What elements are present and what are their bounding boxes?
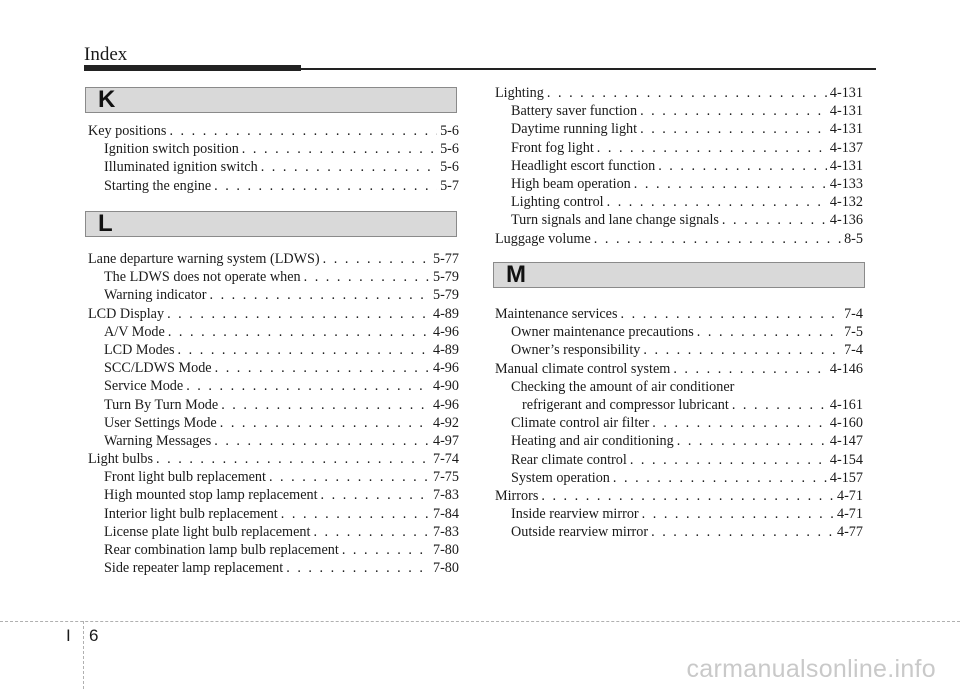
- entry-text: Owner maintenance precautions: [511, 324, 694, 341]
- index-subentry: [88, 359, 459, 377]
- dot-leader: [697, 323, 841, 341]
- dot-leader: [323, 250, 430, 268]
- entry-text: SCC/LDWS Mode: [104, 360, 212, 377]
- dot-leader: [630, 451, 827, 469]
- entry-text: User Settings Mode: [104, 414, 217, 431]
- index-entry: [495, 305, 863, 323]
- section-header-m: [493, 262, 865, 288]
- entry-text: Warning Messages: [104, 432, 212, 449]
- entry-text: System operation: [511, 469, 610, 486]
- entry-page: 4-96: [432, 360, 459, 377]
- index-entry: [495, 84, 863, 102]
- entry-page: 7-83: [432, 487, 459, 504]
- entry-page: 4-89: [432, 341, 459, 358]
- index-subentry: [495, 139, 863, 157]
- index-entry: [495, 360, 863, 378]
- index-subentry: [88, 396, 459, 414]
- index-subentry: [495, 469, 863, 487]
- dot-leader: [640, 102, 827, 120]
- entry-text: Rear combination lamp bulb replacement: [104, 542, 339, 558]
- section-letter-m: M: [506, 261, 526, 288]
- dot-leader: [541, 487, 834, 505]
- entry-text: A/V Mode: [104, 323, 165, 340]
- section-letter-l: L: [98, 210, 113, 237]
- index-subentry: [88, 505, 459, 523]
- entry-text: Ignition switch position: [104, 141, 239, 158]
- dot-leader: [261, 158, 437, 176]
- entry-text: Manual climate control system: [495, 360, 671, 377]
- watermark: carmanualsonline.info: [686, 655, 936, 683]
- dot-leader: [607, 193, 827, 211]
- dot-leader: [169, 122, 437, 140]
- entry-text: Outside rearview mirror: [511, 524, 649, 541]
- section-letter-k: K: [98, 86, 116, 113]
- entry-text: Lighting: [495, 85, 544, 101]
- index-subentry: [495, 505, 863, 523]
- entry-text: Starting the engine: [104, 177, 212, 194]
- index-subentry: [88, 414, 459, 432]
- entry-text: Luggage volume: [495, 230, 591, 247]
- dot-leader: [178, 341, 430, 359]
- dot-leader: [209, 286, 430, 304]
- section-header-k: [85, 87, 457, 113]
- index-subentry: [88, 523, 459, 541]
- entry-page: 4-71: [836, 487, 863, 504]
- dot-leader: [642, 505, 834, 523]
- entry-page: 7-5: [844, 324, 863, 341]
- index-subentry: [495, 378, 863, 396]
- dot-leader: [547, 84, 827, 102]
- index-subentry: [88, 158, 459, 176]
- entry-page: 4-77: [836, 524, 863, 541]
- entry-text: Front light bulb replacement: [104, 469, 266, 486]
- entry-page: 5-6: [440, 159, 459, 176]
- dot-leader: [269, 468, 430, 486]
- entry-page: 4-154: [829, 451, 863, 468]
- entry-page: 7-74: [432, 451, 459, 468]
- entry-page: 5-7: [440, 177, 459, 194]
- entry-text: License plate light bulb replacement: [104, 523, 311, 540]
- dot-leader: [634, 175, 827, 193]
- index-entry: [495, 487, 863, 505]
- entry-text: Checking the amount of air conditioner: [511, 378, 735, 395]
- entry-page: 4-146: [829, 360, 863, 377]
- dot-leader: [594, 230, 841, 248]
- entry-page: 7-80: [432, 542, 459, 558]
- index-list-l-continued: [495, 84, 863, 248]
- index-subentry: [88, 541, 459, 559]
- index-subentry: [495, 323, 863, 341]
- dot-leader: [186, 377, 430, 395]
- dot-leader: [677, 432, 827, 450]
- dot-leader: [597, 139, 827, 157]
- dot-leader: [651, 523, 834, 541]
- index-subentry: [495, 414, 863, 432]
- dot-leader: [658, 157, 827, 175]
- entry-text: Interior light bulb replacement: [104, 505, 278, 522]
- index-subentry: [495, 102, 863, 120]
- entry-page: 4-131: [829, 85, 863, 101]
- entry-page: 4-157: [829, 469, 863, 486]
- index-subentry: [88, 341, 459, 359]
- index-subentry: [88, 323, 459, 341]
- header-rule-thick: [84, 65, 301, 71]
- index-list-k: [88, 122, 459, 195]
- index-subentry: [88, 432, 459, 450]
- index-list-m: [495, 305, 863, 541]
- entry-text: Heating and air conditioning: [511, 433, 674, 450]
- entry-text: Climate control air filter: [511, 415, 650, 432]
- index-entry: [88, 305, 459, 323]
- dot-leader: [215, 359, 430, 377]
- dot-leader: [214, 177, 437, 195]
- dot-leader: [342, 541, 430, 559]
- dot-leader: [242, 140, 437, 158]
- entry-page: 7-84: [432, 505, 459, 522]
- index-entry: [88, 450, 459, 468]
- entry-page: 4-147: [829, 433, 863, 450]
- index-entry: [495, 230, 863, 248]
- dot-leader: [167, 305, 430, 323]
- entry-page: 5-6: [440, 123, 459, 139]
- entry-text: Lighting control: [511, 194, 604, 211]
- index-subentry: [88, 177, 459, 195]
- entry-page: 4-131: [829, 121, 863, 138]
- dot-leader: [732, 396, 827, 414]
- entry-text: Rear climate control: [511, 451, 627, 468]
- index-subentry: [495, 523, 863, 541]
- entry-page: 5-77: [432, 251, 459, 267]
- index-subentry: [495, 432, 863, 450]
- index-subentry: [495, 157, 863, 175]
- entry-page: 5-6: [440, 141, 459, 158]
- dot-leader: [643, 341, 841, 359]
- entry-page: 4-161: [829, 396, 863, 413]
- dot-leader: [313, 523, 430, 541]
- entry-page: 4-137: [829, 139, 863, 156]
- footer-vertical-rule: [83, 621, 84, 689]
- entry-page: 4-71: [836, 506, 863, 523]
- index-subentry: [495, 396, 863, 414]
- entry-text: Lane departure warning system (LDWS): [88, 251, 320, 267]
- entry-page: 4-132: [829, 194, 863, 211]
- entry-page: 4-97: [432, 432, 459, 449]
- entry-text: High beam operation: [511, 175, 631, 192]
- footer-section-letter: I: [66, 626, 71, 645]
- index-subentry: [495, 211, 863, 229]
- entry-page: 7-80: [432, 560, 459, 577]
- dot-leader: [673, 360, 827, 378]
- dot-leader: [652, 414, 827, 432]
- dot-leader: [214, 432, 430, 450]
- index-list-l: [88, 250, 459, 577]
- section-header-l: [85, 211, 457, 237]
- entry-text: Service Mode: [104, 378, 184, 395]
- dot-leader: [621, 305, 842, 323]
- entry-text: Turn By Turn Mode: [104, 396, 219, 413]
- entry-text: Inside rearview mirror: [511, 506, 639, 523]
- entry-page: 7-83: [432, 523, 459, 540]
- index-subentry: [88, 486, 459, 504]
- entry-page: 4-131: [829, 103, 863, 120]
- index-subentry: [495, 451, 863, 469]
- entry-page: 5-79: [432, 287, 459, 304]
- entry-page: 4-96: [432, 396, 459, 413]
- index-entry: [88, 250, 459, 268]
- entry-text: Mirrors: [495, 487, 539, 504]
- index-subentry: [88, 268, 459, 286]
- entry-text: Owner’s responsibility: [511, 342, 641, 359]
- dot-leader: [221, 396, 430, 414]
- entry-text: Light bulbs: [88, 451, 154, 468]
- dot-leader: [286, 559, 430, 577]
- entry-page: 4-160: [829, 415, 863, 432]
- dot-leader: [613, 469, 827, 487]
- index-entry: [88, 122, 459, 140]
- entry-text: Illuminated ignition switch: [104, 159, 258, 176]
- entry-page: 4-136: [829, 212, 863, 229]
- entry-page: 7-75: [432, 469, 459, 486]
- entry-text: LCD Display: [88, 305, 165, 322]
- entry-text: The LDWS does not operate when: [104, 269, 301, 286]
- dot-leader: [168, 323, 430, 341]
- dot-leader: [304, 268, 430, 286]
- entry-text: Side repeater lamp replacement: [104, 560, 284, 577]
- index-subentry: [495, 341, 863, 359]
- index-subentry: [88, 559, 459, 577]
- page-title: Index: [84, 44, 128, 65]
- entry-text: Key positions: [88, 123, 167, 139]
- header-rule-thin: [301, 68, 876, 70]
- entry-page: 4-96: [432, 323, 459, 340]
- entry-text: Daytime running light: [511, 121, 638, 138]
- dot-leader: [321, 486, 430, 504]
- entry-page: 5-79: [432, 269, 459, 286]
- entry-text: refrigerant and compressor lubricant: [522, 396, 729, 413]
- entry-text: Battery saver function: [511, 103, 638, 120]
- dot-leader: [281, 505, 430, 523]
- entry-page: 8-5: [844, 230, 863, 247]
- entry-page: 7-4: [844, 306, 863, 322]
- entry-text: Front fog light: [511, 139, 594, 156]
- footer-rule: [0, 621, 960, 622]
- entry-text: LCD Modes: [104, 341, 175, 358]
- entry-text: Warning indicator: [104, 287, 207, 304]
- index-subentry: [88, 468, 459, 486]
- entry-text: High mounted stop lamp replacement: [104, 487, 318, 504]
- footer-page-number: 6: [89, 626, 99, 645]
- entry-page: 4-133: [829, 175, 863, 192]
- entry-text: Headlight escort function: [511, 157, 656, 174]
- dot-leader: [220, 414, 430, 432]
- entry-text: Maintenance services: [495, 306, 618, 322]
- index-subentry: [495, 175, 863, 193]
- dot-leader: [640, 120, 827, 138]
- index-subentry: [88, 286, 459, 304]
- dot-leader: [156, 450, 430, 468]
- dot-leader: [722, 211, 827, 229]
- entry-page: 4-90: [432, 378, 459, 395]
- entry-page: 4-131: [829, 157, 863, 174]
- index-subentry: [88, 377, 459, 395]
- entry-page: 7-4: [844, 342, 863, 359]
- index-subentry: [88, 140, 459, 158]
- index-subentry: [495, 193, 863, 211]
- entry-text: Turn signals and lane change signals: [511, 212, 719, 229]
- entry-page: 4-92: [432, 414, 459, 431]
- index-subentry: [495, 120, 863, 138]
- entry-page: 4-89: [432, 305, 459, 322]
